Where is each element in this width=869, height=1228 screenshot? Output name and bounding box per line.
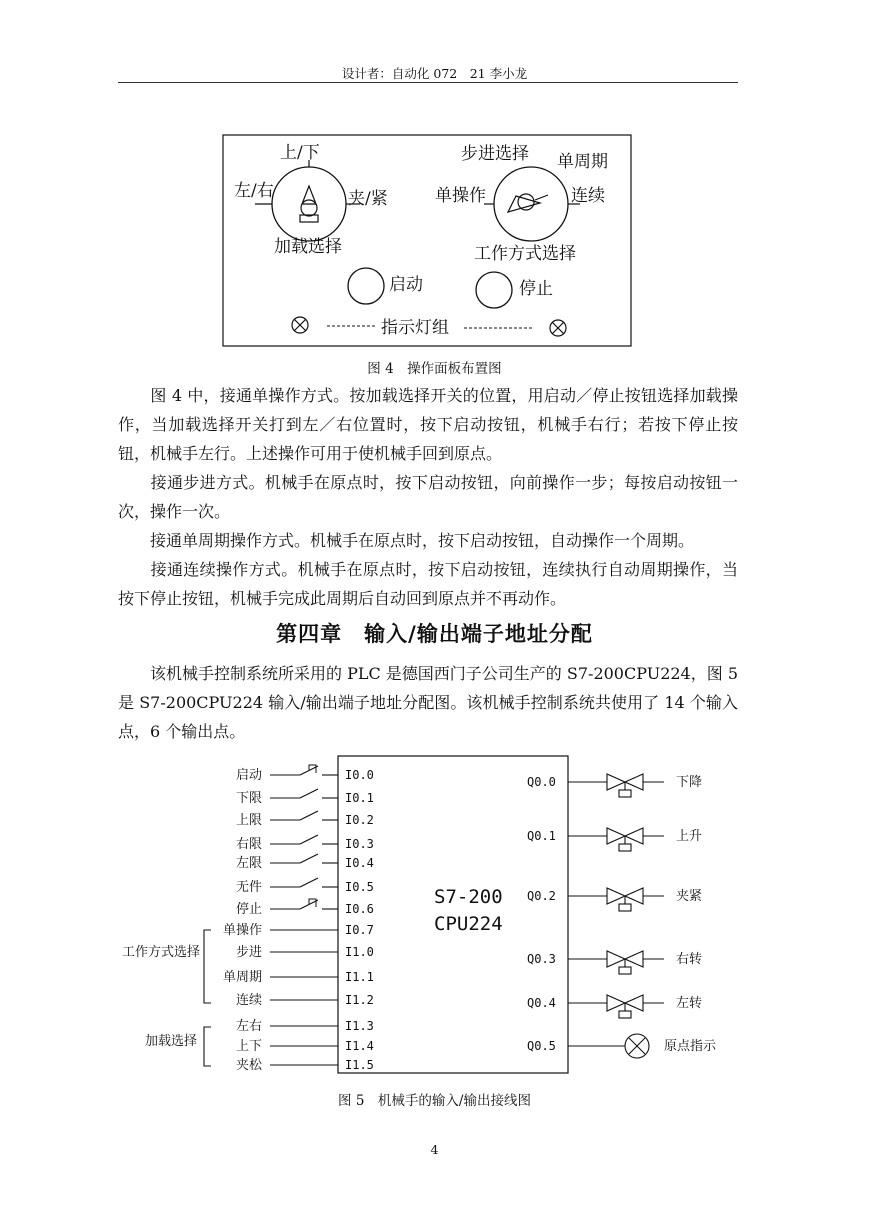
switch-contact: [300, 878, 318, 887]
input-address: I0.5: [345, 880, 374, 894]
input-row: [236, 811, 374, 828]
page-number: 4: [430, 1142, 439, 1157]
output-address: Q0.4: [527, 996, 556, 1010]
input-label: 夹松: [235, 1058, 262, 1073]
input-row: [236, 1057, 374, 1073]
input-row: [236, 765, 374, 783]
input-row: [236, 789, 374, 806]
output-address: Q0.2: [527, 889, 556, 903]
input-address: I0.3: [345, 837, 374, 851]
load-select-bracket: [204, 1027, 211, 1066]
switch-contact: [300, 854, 318, 863]
label-work-mode-select: 工作方式选择: [474, 244, 576, 264]
input-label: 单操作: [222, 923, 262, 938]
input-label: 步进: [235, 945, 262, 960]
solenoid-valve-icon: [607, 951, 643, 974]
output-label: 右转: [676, 952, 703, 967]
page-header: 设计者：自动化 072 21 李小龙: [341, 66, 528, 81]
paragraph-single-op: 图 4 中，接通单操作方式。按加载选择开关的位置，用启动／停止按钮选择加载操作，当加载选择开关打到左／右位置时，按下启动按钮，机械手右行；若按下停止按钮，机械手左行。上述操作可用于使机械手回到原点。: [118, 386, 738, 463]
output-row: [527, 888, 702, 911]
output-address: Q0.5: [527, 1039, 556, 1053]
input-address: I1.0: [345, 945, 374, 959]
input-label: 左限: [235, 856, 262, 871]
input-address: I1.3: [345, 1019, 374, 1033]
input-label: 启动: [235, 768, 262, 783]
group-work-mode-label: 工作方式选择: [122, 945, 201, 960]
paragraph-step: 接通步进方式。机械手在原点时，按下启动按钮，向前操作一步；每按启动按钮一次，操作一次。: [118, 473, 738, 521]
input-row: [236, 992, 374, 1008]
input-label: 上限: [235, 813, 262, 828]
label-indicator-group: 指示灯组: [381, 318, 449, 338]
input-label: 连续: [235, 993, 262, 1008]
plc-cpu-label: CPU224: [434, 913, 503, 935]
indicator-lamp-icon: [625, 1034, 649, 1058]
input-address: I1.1: [345, 970, 374, 984]
input-address: I0.0: [345, 768, 374, 782]
label-continuous: 连续: [571, 186, 605, 206]
label-single-op: 单操作: [435, 186, 486, 206]
output-row: [527, 995, 702, 1018]
paragraph-continuous: 接通连续操作方式。机械手在原点时，按下启动按钮，连续执行自动周期操作，当按下停止按钮，机械手完成此周期后自动回到原点并不再动作。: [118, 560, 738, 608]
input-address: I1.5: [345, 1058, 374, 1072]
output-label: 下降: [676, 775, 703, 790]
figure-4-caption: 图 4 操作面板布置图: [367, 361, 502, 377]
input-row: [236, 899, 374, 917]
input-address: I0.4: [345, 856, 374, 870]
output-row: [527, 774, 702, 797]
switch-contact: [300, 789, 318, 798]
input-row: [223, 970, 374, 985]
input-address: I0.1: [345, 791, 374, 805]
switch-contact: [300, 835, 318, 844]
input-label: 单周期: [222, 970, 262, 985]
output-address: Q0.0: [527, 775, 556, 789]
input-address: I0.2: [345, 813, 374, 827]
plc-model-label: S7-200: [434, 886, 503, 908]
output-address: Q0.3: [527, 952, 556, 966]
output-row: [527, 951, 702, 974]
output-label: 左转: [676, 996, 703, 1011]
label-single-cycle: 单周期: [557, 152, 608, 172]
chapter-title: 第四章 输入/输出端子地址分配: [276, 622, 593, 646]
solenoid-valve-icon: [607, 828, 643, 851]
label-stop: 停止: [519, 279, 553, 299]
input-row: [236, 878, 374, 895]
output-row: [527, 1034, 717, 1058]
output-address: Q0.1: [527, 829, 556, 843]
output-row: [527, 828, 702, 851]
label-start: 启动: [389, 275, 423, 295]
group-load-label: 加载选择: [145, 1034, 198, 1049]
input-address: I1.2: [345, 993, 374, 1007]
input-label: 下限: [235, 791, 262, 806]
solenoid-valve-icon: [607, 995, 643, 1018]
input-label: 左右: [235, 1019, 262, 1034]
input-label: 停止: [235, 902, 262, 917]
input-address: I1.4: [345, 1039, 374, 1053]
input-address: I0.7: [345, 923, 374, 937]
input-row: [236, 854, 374, 871]
label-step-select: 步进选择: [461, 144, 529, 164]
input-label: 上下: [235, 1039, 262, 1054]
output-label: 原点指示: [664, 1039, 717, 1054]
solenoid-valve-icon: [607, 774, 643, 797]
label-clamp: 夹/紧: [348, 189, 388, 209]
output-label: 上升: [676, 829, 703, 844]
paragraph-single-cycle: 接通单周期操作方式。机械手在原点时，按下启动按钮，自动操作一个周期。: [118, 531, 695, 550]
input-row: [236, 944, 374, 960]
input-row: [236, 1019, 374, 1034]
input-address: I0.6: [345, 902, 374, 916]
input-label: 右限: [235, 837, 262, 852]
output-label: 夹紧: [676, 889, 703, 904]
input-row: [236, 835, 374, 852]
switch-contact: [300, 811, 318, 820]
solenoid-valve-icon: [607, 888, 643, 911]
input-label: 无件: [235, 880, 262, 895]
input-row: [236, 1039, 374, 1054]
input-row: [223, 922, 374, 938]
chapter-paragraph: 该机械手控制系统所采用的 PLC 是德国西门子公司生产的 S7-200CPU224，图 5 是 S7-200CPU224 输入/输出端子地址分配图。该机械手控制系统共使用了 14 个输入点，6 个输出点。: [118, 664, 738, 741]
label-load-select: 加载选择: [274, 237, 342, 257]
figure-5-caption: 图 5 机械手的输入/输出接线图: [338, 1093, 531, 1109]
label-left-right: 左/右: [234, 181, 274, 201]
work-mode-bracket: [204, 930, 211, 1003]
label-up-down: 上/下: [280, 143, 320, 163]
